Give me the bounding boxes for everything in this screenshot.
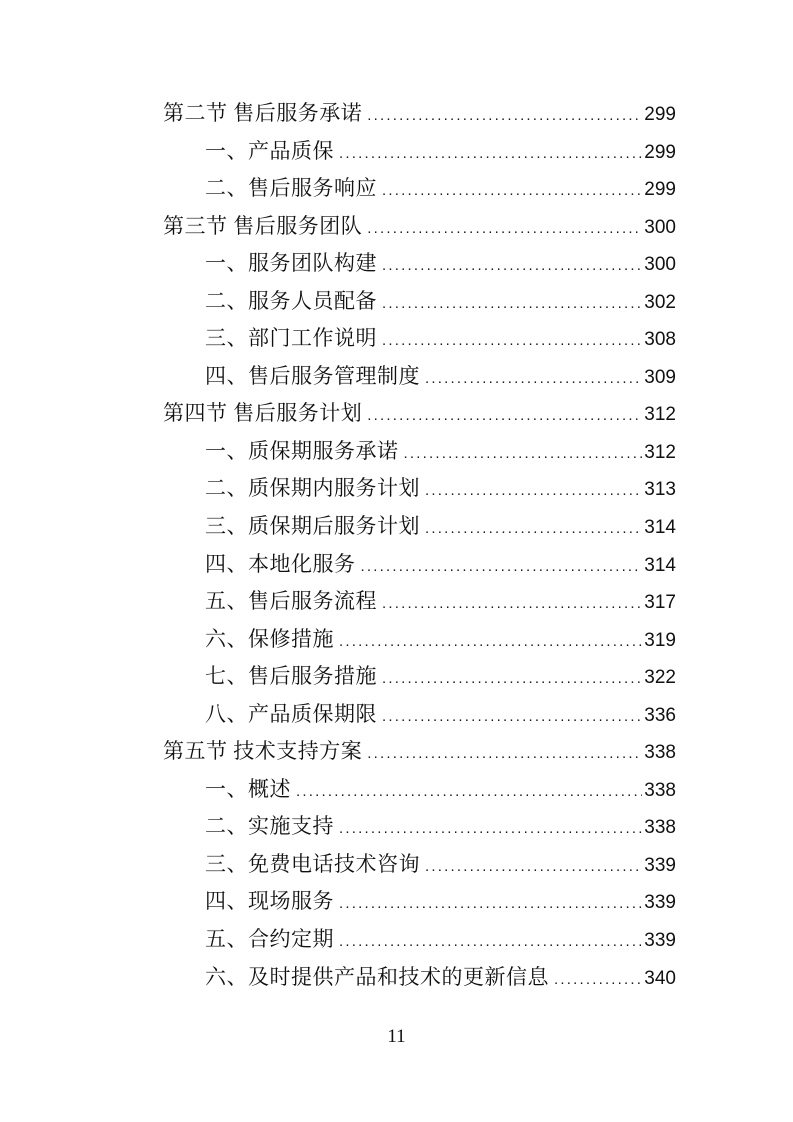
toc-entry-title: 八、产品质保期限 — [205, 701, 377, 726]
toc-entry-title: 二、售后服务响应 — [205, 176, 377, 201]
toc-dot-leader — [334, 135, 642, 173]
toc-entry[interactable] — [0, 208, 793, 246]
toc-entry-title: 四、本地化服务 — [205, 551, 356, 576]
toc-entry-title: 七、售后服务措施 — [205, 664, 377, 689]
toc-entry[interactable] — [0, 696, 793, 734]
toc-dot-leader — [420, 360, 642, 398]
toc-dot-leader — [356, 548, 643, 586]
toc-entry-page: 314 — [644, 517, 676, 539]
toc-dot-leader — [291, 773, 642, 811]
toc-entry-page: 338 — [644, 742, 676, 764]
page-number: 11 — [387, 1026, 406, 1047]
toc-entry[interactable] — [0, 808, 793, 846]
toc-entry-title: 第二节 售后服务承诺 — [163, 101, 363, 125]
toc-entry[interactable] — [0, 921, 793, 959]
toc-entry[interactable] — [0, 583, 793, 621]
toc-entry[interactable] — [0, 358, 793, 396]
toc-entry-title: 三、部门工作说明 — [205, 326, 377, 351]
toc-entry-page: 338 — [644, 779, 676, 801]
toc-entry-title: 三、质保期后服务计划 — [205, 514, 420, 539]
toc-dot-leader — [420, 472, 642, 510]
toc-entry-page: 319 — [644, 629, 676, 651]
toc-entry-page: 309 — [644, 366, 676, 388]
toc-entry-title: 一、服务团队构建 — [205, 251, 377, 276]
toc-entry[interactable] — [0, 95, 793, 133]
toc-entry-page: 339 — [644, 854, 676, 876]
toc-entry-page: 338 — [644, 817, 676, 839]
toc-entry-title: 第四节 售后服务计划 — [163, 401, 363, 426]
toc-dot-leader — [549, 961, 642, 999]
toc-dot-leader — [377, 660, 642, 698]
toc-dot-leader — [377, 172, 642, 210]
toc-entry-title: 一、概述 — [205, 776, 291, 801]
toc-entry-title: 四、现场服务 — [205, 889, 334, 914]
toc-entry[interactable] — [0, 320, 793, 358]
table-of-contents — [0, 95, 793, 996]
toc-dot-leader — [377, 247, 642, 285]
toc-entry-page: 336 — [644, 704, 676, 726]
toc-dot-leader — [334, 623, 642, 661]
toc-dot-leader — [362, 397, 642, 435]
toc-entry-title: 六、及时提供产品和技术的更新信息 — [205, 964, 549, 989]
toc-dot-leader — [377, 322, 642, 360]
toc-dot-leader — [334, 885, 642, 923]
toc-entry-page: 299 — [644, 179, 676, 201]
toc-entry[interactable] — [0, 283, 793, 321]
toc-dot-leader — [362, 735, 642, 773]
toc-dot-leader — [377, 285, 642, 323]
toc-entry[interactable] — [0, 508, 793, 546]
toc-entry-title: 五、合约定期 — [205, 927, 334, 952]
toc-entry[interactable] — [0, 733, 793, 771]
toc-entry-page: 300 — [644, 216, 676, 238]
toc-entry[interactable] — [0, 395, 793, 433]
toc-entry-page: 302 — [644, 291, 676, 313]
toc-entry-page: 322 — [644, 667, 676, 689]
toc-dot-leader — [420, 510, 642, 548]
toc-entry-title: 第三节 售后服务团队 — [163, 213, 363, 238]
toc-entry[interactable] — [0, 883, 793, 921]
toc-entry[interactable] — [0, 959, 793, 997]
toc-dot-leader — [377, 585, 642, 623]
toc-entry-title: 一、产品质保 — [205, 138, 334, 163]
toc-entry-title: 二、实施支持 — [205, 814, 334, 839]
toc-entry[interactable] — [0, 433, 793, 471]
toc-entry-title: 五、售后服务流程 — [205, 589, 377, 614]
toc-dot-leader — [399, 435, 643, 473]
toc-entry-page: 339 — [644, 892, 676, 914]
toc-dot-leader — [420, 848, 642, 886]
toc-dot-leader — [334, 810, 642, 848]
toc-entry[interactable] — [0, 658, 793, 696]
toc-entry[interactable] — [0, 133, 793, 171]
toc-entry-page: 317 — [644, 592, 676, 614]
toc-entry-page: 312 — [644, 441, 676, 463]
toc-entry[interactable] — [0, 170, 793, 208]
toc-entry-page: 339 — [644, 930, 676, 952]
toc-entry-page: 340 — [644, 967, 676, 989]
toc-entry[interactable] — [0, 470, 793, 508]
toc-entry-title: 一、质保期服务承诺 — [205, 438, 399, 463]
toc-entry-page: 299 — [644, 141, 676, 163]
toc-dot-leader — [334, 923, 642, 961]
toc-entry-page: 314 — [644, 554, 676, 576]
toc-entry-title: 六、保修措施 — [205, 626, 334, 651]
toc-entry[interactable] — [0, 621, 793, 659]
toc-entry-title: 二、服务人员配备 — [205, 288, 377, 313]
toc-entry[interactable] — [0, 546, 793, 584]
toc-dot-leader — [377, 698, 642, 736]
toc-dot-leader — [362, 210, 642, 248]
toc-entry-page: 312 — [644, 404, 676, 426]
toc-entry[interactable] — [0, 245, 793, 283]
toc-entry[interactable] — [0, 846, 793, 884]
toc-entry[interactable] — [0, 771, 793, 809]
toc-entry-title: 四、售后服务管理制度 — [205, 363, 420, 388]
toc-entry-page: 299 — [644, 104, 676, 125]
toc-entry-page: 313 — [644, 479, 676, 501]
toc-entry-page: 300 — [644, 254, 676, 276]
toc-entry-title: 二、质保期内服务计划 — [205, 476, 420, 501]
toc-entry-page: 308 — [644, 329, 676, 351]
toc-dot-leader — [362, 97, 642, 135]
toc-entry-title: 第五节 技术支持方案 — [163, 739, 363, 764]
toc-entry-title: 三、免费电话技术咨询 — [205, 851, 420, 876]
